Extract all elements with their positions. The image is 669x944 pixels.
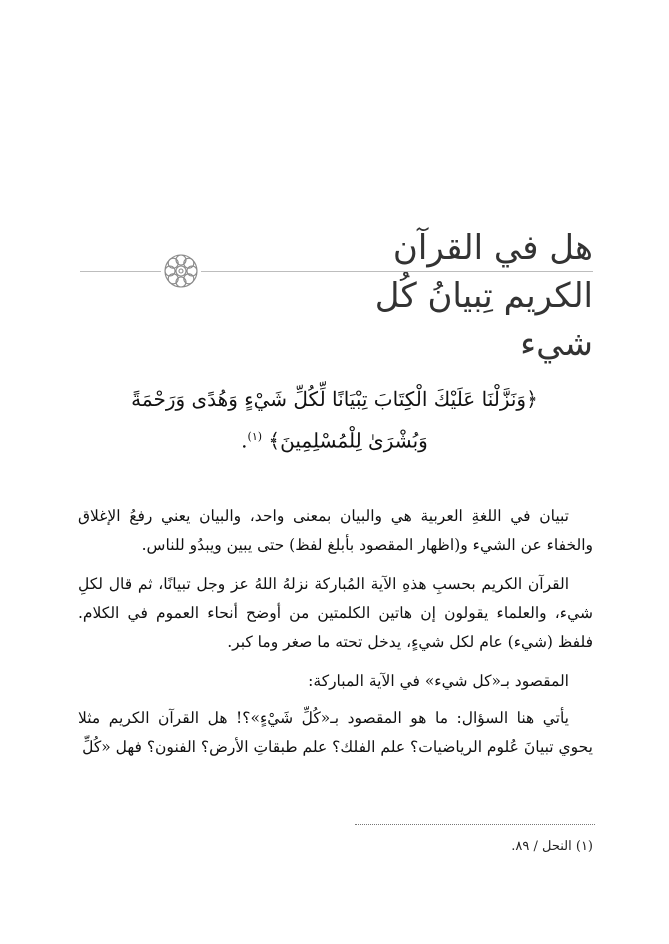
paragraph: تبيان في اللغةِ العربية هي والبيان بمعنى واحد، والبيان يعني رفعُ الإغلاق والخفاء عن الشيء و(اظهار المقصود بأبلغ لفظ) حتى يبين ويبدُو للناس. [78,507,593,554]
footnote-marker[interactable]: (١) [247,430,263,443]
verse-line-1: ﴿وَنَزَّلْنَا عَلَيْكَ الْكِتَابَ تِبْيَانًا لِّكُلِّ شَيْءٍ وَهُدًى وَرَحْمَةً [131,387,538,411]
floral-ornament-icon [161,251,201,291]
footnote-divider [355,824,595,825]
quran-verse [70,380,599,460]
verse-line-2 [70,418,599,460]
paragraph: يأتي هنا السؤال: ما هو المقصود بـ«كُلِّ شَيْءٍ»؟! هل القرآن الكريم مثلا يحوي تبيانَ عُلوم الرياضيات؟ علم الفلك؟ علم طبقاتِ الأرض؟ الفنون؟ فهل «كُلِّ [78,709,593,756]
chapter-title: هل في القرآن الكريم تِبيانُ كُل شيء [374,228,593,364]
title-divider [80,271,593,272]
paragraph: القرآن الكريم بحسبِ هذهِ الآية المُباركة نزلهُ اللهُ عز وجل تبيانًا، ثم قال لكلِ شيء، والعلماء يقولون إن هاتين الكلمتين من أوضح أنحاء العموم في الكلام. فلفظ (شيء) عام لكل شيءٍ، يدخل تحته ما صغر وما كبر. [78,575,593,651]
section-subheading: المقصود بـ«كل شيء» في الآية المباركة: [308,672,569,690]
floral-ornament-graphic [161,251,201,291]
verse-end-period: . [241,428,248,453]
footnote: (١) النحل / ٨٩. [511,839,593,854]
body-text [78,502,593,772]
verse-line-2-text: وَبُشْرَىٰ لِلْمُسْلِمِينَ﴾ [268,428,428,453]
